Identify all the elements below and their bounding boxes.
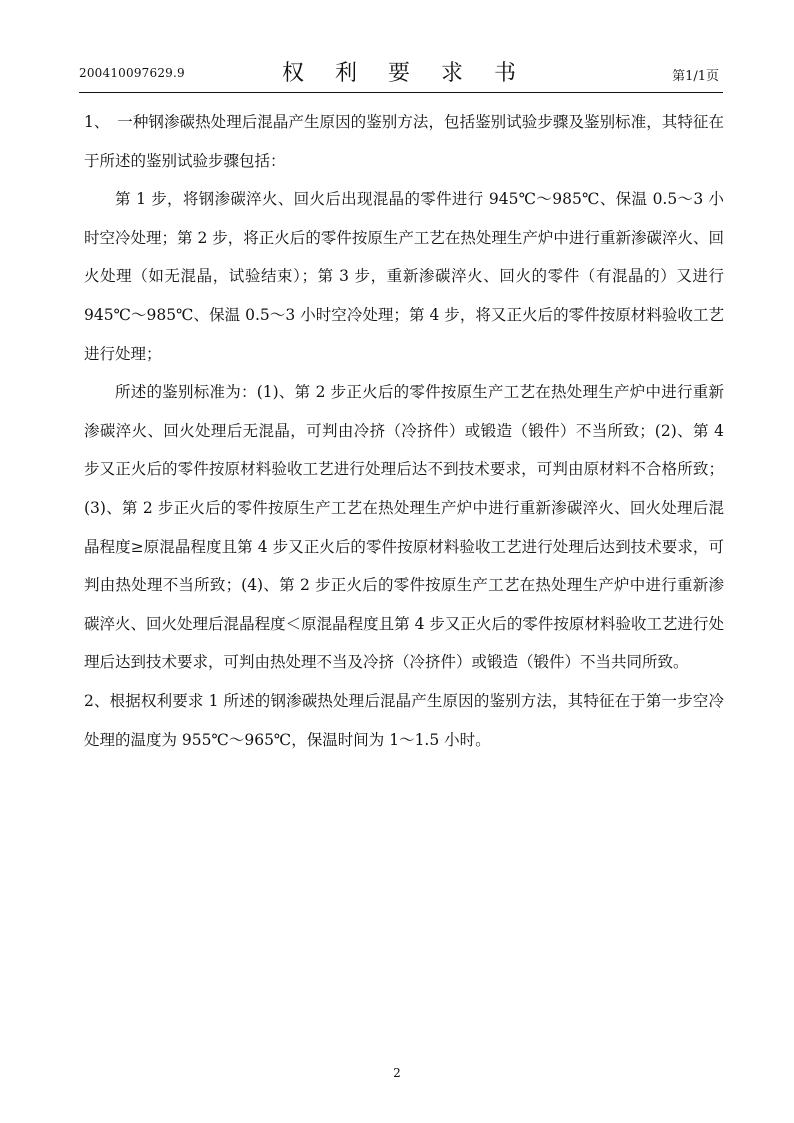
claim-2-text: 2、根据权利要求 1 所述的钢渗碳热处理后混晶产生原因的鉴别方法，其特征在于第一步空冷处理的温度为 955℃～965℃，保温时间为 1～1.5 小时。 bbox=[84, 691, 724, 749]
claim-1-test-steps: 第 1 步，将钢渗碳淬火、回火后出现混晶的零件进行 945℃～985℃、保温 0.5～3 小时空冷处理；第 2 步，将正火后的零件按原生产工艺在热处理生产炉中进行重新渗碳淬火、回火处理（如无混晶，试验结束）；第 3 步，重新渗碳淬火、回火的零件（有混晶的）又进行 945℃～985℃、保温 0.5～3 小时空冷处理；第 4 步，将又正火后的零件按原材料验收工艺进行处理； bbox=[84, 190, 724, 363]
claim-2 bbox=[84, 682, 724, 759]
document-title: 权 利 要 求 书 bbox=[282, 61, 528, 86]
application-number: 200410097629.9 bbox=[79, 66, 185, 80]
header-divider bbox=[79, 92, 723, 93]
claim-1 bbox=[84, 103, 724, 682]
page-header bbox=[79, 56, 719, 92]
page-indicator: 第1/1页 bbox=[672, 69, 719, 84]
claim-1-preamble: 1、 一种钢渗碳热处理后混晶产生原因的鉴别方法，包括鉴别试验步骤及鉴别标准，其特征在于所述的鉴别试验步骤包括： bbox=[84, 113, 724, 170]
page-number: 2 bbox=[393, 1066, 401, 1080]
claims-body bbox=[84, 103, 724, 759]
claim-1-criteria: 所述的鉴别标准为：(1)、第 2 步正火后的零件按原生产工艺在热处理生产炉中进行重新渗碳淬火、回火处理后无混晶，可判由冷挤（冷挤件）或锻造（锻件）不当所致；(2)、第 4 步又正火后的零件按原材料验收工艺进行处理后达不到技术要求，可判由原材料不合格所致；(3)、第 2 步正火后的零件按原生产工艺在热处理生产炉中进行重新渗碳淬火、回火处理后混晶程度≥原混晶程度且第 4 步又正火后的零件按原材料验收工艺进行处理后达到技术要求，可判由热处理不当所致；(4)、第 2 步正火后的零件按原生产工艺在热处理生产炉中进行重新渗碳淬火、回火处理后混晶程度＜原混晶程度且第 4 步又正火后的零件按原材料验收工艺进行处理后达到技术要求，可判由热处理不当及冷挤（冷挤件）或锻造（锻件）不当共同所致。 bbox=[84, 383, 724, 672]
